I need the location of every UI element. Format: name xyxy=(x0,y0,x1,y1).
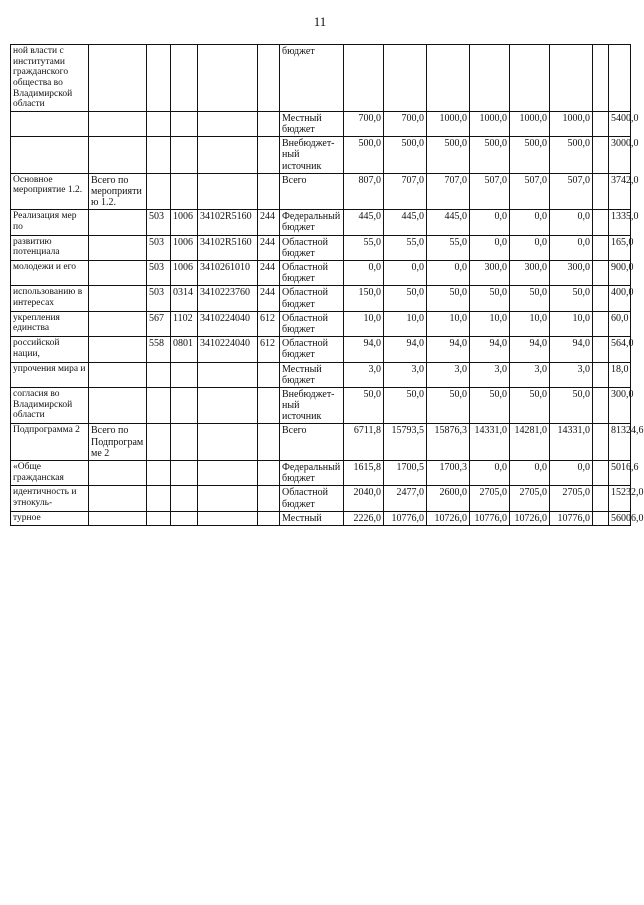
cell-vr xyxy=(258,362,280,387)
cell-rz xyxy=(171,362,198,387)
cell-y2016: 1000,0 xyxy=(427,111,470,136)
cell-vr xyxy=(258,511,280,525)
cell-y2014: 1615,8 xyxy=(344,461,384,486)
cell-y2016: 0,0 xyxy=(427,261,470,286)
cell-y2019: 50,0 xyxy=(550,286,593,311)
cell-sub: Всего по мероприятию 1.2. xyxy=(89,173,147,210)
cell-name: укрепления единства xyxy=(11,311,89,336)
cell-rz xyxy=(171,173,198,210)
cell-y2016: 50,0 xyxy=(427,387,470,424)
cell-y2019: 2705,0 xyxy=(550,486,593,511)
cell-grbs: 567 xyxy=(147,311,171,336)
cell-total: 165,0 xyxy=(609,235,631,260)
cell-y2020 xyxy=(593,362,609,387)
cell-y2017: 1000,0 xyxy=(470,111,510,136)
cell-y2017: 3,0 xyxy=(470,362,510,387)
table-row xyxy=(11,511,631,525)
cell-vr xyxy=(258,461,280,486)
cell-y2017: 10,0 xyxy=(470,311,510,336)
cell-y2016: 707,0 xyxy=(427,173,470,210)
cell-y2018: 2705,0 xyxy=(510,486,550,511)
cell-vr: 244 xyxy=(258,261,280,286)
cell-sub xyxy=(89,461,147,486)
cell-rz xyxy=(171,424,198,461)
table-row xyxy=(11,311,631,336)
cell-vr: 612 xyxy=(258,311,280,336)
cell-rz: 0314 xyxy=(171,286,198,311)
cell-y2014: 55,0 xyxy=(344,235,384,260)
cell-grbs xyxy=(147,173,171,210)
cell-src: Областной бюджет xyxy=(280,286,344,311)
cell-y2020 xyxy=(593,210,609,235)
cell-y2017: 500,0 xyxy=(470,137,510,174)
cell-y2018: 0,0 xyxy=(510,210,550,235)
cell-y2015: 1700,5 xyxy=(384,461,427,486)
cell-y2018: 1000,0 xyxy=(510,111,550,136)
cell-y2020 xyxy=(593,261,609,286)
cell-y2019: 500,0 xyxy=(550,137,593,174)
cell-name xyxy=(11,111,89,136)
cell-y2019: 507,0 xyxy=(550,173,593,210)
cell-sub xyxy=(89,387,147,424)
cell-y2018: 3,0 xyxy=(510,362,550,387)
cell-y2015: 10776,0 xyxy=(384,511,427,525)
cell-y2019 xyxy=(550,45,593,112)
cell-name: Основное мероприятие 1.2. xyxy=(11,173,89,210)
cell-y2019: 0,0 xyxy=(550,235,593,260)
cell-total: 15232,0 xyxy=(609,486,631,511)
cell-y2014: 807,0 xyxy=(344,173,384,210)
cell-rz xyxy=(171,111,198,136)
cell-src: Областной бюджет xyxy=(280,311,344,336)
cell-y2018: 0,0 xyxy=(510,461,550,486)
cell-y2020 xyxy=(593,45,609,112)
cell-y2015: 445,0 xyxy=(384,210,427,235)
cell-y2015: 2477,0 xyxy=(384,486,427,511)
cell-vr: 612 xyxy=(258,337,280,362)
cell-y2015: 707,0 xyxy=(384,173,427,210)
table-row xyxy=(11,337,631,362)
cell-name: Подпрограмма 2 xyxy=(11,424,89,461)
cell-y2016: 94,0 xyxy=(427,337,470,362)
cell-vr xyxy=(258,137,280,174)
cell-vr xyxy=(258,173,280,210)
cell-total xyxy=(609,45,631,112)
cell-csr xyxy=(198,387,258,424)
cell-src: бюджет xyxy=(280,45,344,112)
cell-sub xyxy=(89,210,147,235)
cell-y2019: 300,0 xyxy=(550,261,593,286)
cell-sub xyxy=(89,486,147,511)
table-row xyxy=(11,111,631,136)
cell-rz: 1006 xyxy=(171,261,198,286)
cell-name: ной власти с институтами гражданского общества во Владимирской области xyxy=(11,45,89,112)
cell-y2016: 1700,3 xyxy=(427,461,470,486)
cell-vr xyxy=(258,387,280,424)
cell-y2017: 2705,0 xyxy=(470,486,510,511)
cell-y2019: 94,0 xyxy=(550,337,593,362)
cell-total: 300,0 xyxy=(609,387,631,424)
cell-y2019: 1000,0 xyxy=(550,111,593,136)
cell-total: 18,0 xyxy=(609,362,631,387)
cell-src: Областной бюджет xyxy=(280,261,344,286)
cell-y2019: 10,0 xyxy=(550,311,593,336)
cell-sub xyxy=(89,45,147,112)
cell-csr: 3410261010 xyxy=(198,261,258,286)
cell-y2019: 0,0 xyxy=(550,461,593,486)
cell-y2014: 700,0 xyxy=(344,111,384,136)
cell-y2020 xyxy=(593,137,609,174)
cell-y2017: 50,0 xyxy=(470,387,510,424)
cell-y2020 xyxy=(593,461,609,486)
cell-y2014: 94,0 xyxy=(344,337,384,362)
cell-total: 60,0 xyxy=(609,311,631,336)
cell-y2017: 10776,0 xyxy=(470,511,510,525)
cell-total: 400,0 xyxy=(609,286,631,311)
cell-y2014: 2040,0 xyxy=(344,486,384,511)
cell-y2020 xyxy=(593,486,609,511)
table-row xyxy=(11,210,631,235)
cell-csr xyxy=(198,111,258,136)
cell-name: молодежи и его xyxy=(11,261,89,286)
cell-y2020 xyxy=(593,424,609,461)
cell-y2017: 50,0 xyxy=(470,286,510,311)
cell-src: Местный xyxy=(280,511,344,525)
cell-grbs xyxy=(147,111,171,136)
cell-y2020 xyxy=(593,387,609,424)
cell-rz xyxy=(171,45,198,112)
cell-y2014: 50,0 xyxy=(344,387,384,424)
cell-y2018: 500,0 xyxy=(510,137,550,174)
cell-y2015: 15793,5 xyxy=(384,424,427,461)
table-row xyxy=(11,424,631,461)
cell-name: согласия во Владимирской области xyxy=(11,387,89,424)
cell-src: Местный бюджет xyxy=(280,362,344,387)
table-row xyxy=(11,137,631,174)
cell-csr: 34102R5160 xyxy=(198,210,258,235)
cell-csr xyxy=(198,424,258,461)
cell-csr xyxy=(198,511,258,525)
cell-csr xyxy=(198,173,258,210)
table-row xyxy=(11,387,631,424)
cell-y2015: 500,0 xyxy=(384,137,427,174)
cell-y2016: 3,0 xyxy=(427,362,470,387)
cell-y2017: 0,0 xyxy=(470,461,510,486)
cell-y2019: 10776,0 xyxy=(550,511,593,525)
cell-y2019: 0,0 xyxy=(550,210,593,235)
cell-y2014: 10,0 xyxy=(344,311,384,336)
cell-src: Внебюджет-ный источник xyxy=(280,137,344,174)
table-row xyxy=(11,486,631,511)
cell-y2020 xyxy=(593,337,609,362)
budget-table xyxy=(10,44,644,526)
cell-y2016: 10726,0 xyxy=(427,511,470,525)
page-number: 11 xyxy=(313,14,327,29)
cell-sub xyxy=(89,137,147,174)
cell-y2015 xyxy=(384,45,427,112)
cell-sub xyxy=(89,311,147,336)
cell-total: 1335,0 xyxy=(609,210,631,235)
cell-grbs xyxy=(147,387,171,424)
cell-y2014: 150,0 xyxy=(344,286,384,311)
cell-sub xyxy=(89,362,147,387)
cell-name xyxy=(11,137,89,174)
cell-y2019: 14331,0 xyxy=(550,424,593,461)
cell-y2020 xyxy=(593,111,609,136)
cell-src: Федеральный бюджет xyxy=(280,210,344,235)
cell-sub xyxy=(89,286,147,311)
cell-y2016: 50,0 xyxy=(427,286,470,311)
cell-y2014: 500,0 xyxy=(344,137,384,174)
cell-grbs xyxy=(147,424,171,461)
table-row xyxy=(11,173,631,210)
cell-grbs xyxy=(147,362,171,387)
cell-y2015: 0,0 xyxy=(384,261,427,286)
cell-grbs xyxy=(147,511,171,525)
cell-sub: Всего по Подпрограмме 2 xyxy=(89,424,147,461)
table-row xyxy=(11,286,631,311)
cell-name: российской нации, xyxy=(11,337,89,362)
cell-total: 5016,6 xyxy=(609,461,631,486)
cell-y2017: 300,0 xyxy=(470,261,510,286)
cell-y2018: 50,0 xyxy=(510,286,550,311)
cell-y2014 xyxy=(344,45,384,112)
cell-y2020 xyxy=(593,286,609,311)
cell-grbs: 558 xyxy=(147,337,171,362)
cell-sub xyxy=(89,337,147,362)
cell-y2018: 300,0 xyxy=(510,261,550,286)
cell-y2017: 0,0 xyxy=(470,210,510,235)
cell-y2018: 50,0 xyxy=(510,387,550,424)
table-row xyxy=(11,45,631,112)
cell-csr xyxy=(198,137,258,174)
cell-vr: 244 xyxy=(258,286,280,311)
cell-grbs xyxy=(147,45,171,112)
cell-y2016: 445,0 xyxy=(427,210,470,235)
cell-grbs: 503 xyxy=(147,261,171,286)
cell-name: развитию потенциала xyxy=(11,235,89,260)
cell-rz: 0801 xyxy=(171,337,198,362)
cell-rz xyxy=(171,461,198,486)
cell-y2015: 94,0 xyxy=(384,337,427,362)
cell-y2018: 507,0 xyxy=(510,173,550,210)
cell-sub xyxy=(89,261,147,286)
cell-name: упрочения мира и xyxy=(11,362,89,387)
cell-grbs xyxy=(147,137,171,174)
table-row xyxy=(11,261,631,286)
table-row xyxy=(11,461,631,486)
cell-y2018 xyxy=(510,45,550,112)
cell-rz xyxy=(171,486,198,511)
cell-y2020 xyxy=(593,311,609,336)
cell-total: 3742,0 xyxy=(609,173,631,210)
cell-vr: 244 xyxy=(258,210,280,235)
cell-y2018: 94,0 xyxy=(510,337,550,362)
cell-y2014: 445,0 xyxy=(344,210,384,235)
cell-rz xyxy=(171,511,198,525)
cell-total: 900,0 xyxy=(609,261,631,286)
cell-total: 3000,0 xyxy=(609,137,631,174)
cell-vr xyxy=(258,111,280,136)
cell-y2014: 2226,0 xyxy=(344,511,384,525)
table-row xyxy=(11,235,631,260)
cell-y2020 xyxy=(593,235,609,260)
cell-y2016: 2600,0 xyxy=(427,486,470,511)
cell-total: 81324,6 xyxy=(609,424,631,461)
cell-rz: 1102 xyxy=(171,311,198,336)
cell-grbs: 503 xyxy=(147,210,171,235)
cell-y2018: 10726,0 xyxy=(510,511,550,525)
cell-y2017 xyxy=(470,45,510,112)
cell-y2016: 55,0 xyxy=(427,235,470,260)
cell-y2017: 507,0 xyxy=(470,173,510,210)
cell-y2018: 14281,0 xyxy=(510,424,550,461)
cell-total: 56006,0 xyxy=(609,511,631,525)
cell-csr: 3410224040 xyxy=(198,337,258,362)
cell-y2014: 3,0 xyxy=(344,362,384,387)
cell-src: Всего xyxy=(280,424,344,461)
cell-y2020 xyxy=(593,511,609,525)
cell-y2015: 10,0 xyxy=(384,311,427,336)
cell-sub xyxy=(89,235,147,260)
cell-src: Внебюджет-ный источник xyxy=(280,387,344,424)
cell-csr xyxy=(198,461,258,486)
cell-y2019: 3,0 xyxy=(550,362,593,387)
cell-name: турное xyxy=(11,511,89,525)
cell-name: идентичность и этнокуль- xyxy=(11,486,89,511)
cell-y2015: 3,0 xyxy=(384,362,427,387)
cell-vr: 244 xyxy=(258,235,280,260)
cell-csr: 34102R5160 xyxy=(198,235,258,260)
cell-sub xyxy=(89,511,147,525)
cell-src: Местный бюджет xyxy=(280,111,344,136)
cell-csr xyxy=(198,45,258,112)
cell-total: 564,0 xyxy=(609,337,631,362)
cell-rz: 1006 xyxy=(171,210,198,235)
cell-vr xyxy=(258,424,280,461)
cell-y2018: 0,0 xyxy=(510,235,550,260)
table-body xyxy=(11,45,644,526)
cell-name: Реализация мер по xyxy=(11,210,89,235)
cell-src: Всего xyxy=(280,173,344,210)
cell-y2020 xyxy=(593,173,609,210)
cell-vr xyxy=(258,45,280,112)
cell-y2017: 14331,0 xyxy=(470,424,510,461)
cell-grbs xyxy=(147,461,171,486)
table-row xyxy=(11,362,631,387)
cell-rz xyxy=(171,387,198,424)
cell-y2016: 10,0 xyxy=(427,311,470,336)
cell-grbs xyxy=(147,486,171,511)
cell-y2015: 55,0 xyxy=(384,235,427,260)
cell-csr: 3410223760 xyxy=(198,286,258,311)
cell-y2015: 50,0 xyxy=(384,286,427,311)
cell-name: использованию в интересах xyxy=(11,286,89,311)
cell-sub xyxy=(89,111,147,136)
cell-y2019: 50,0 xyxy=(550,387,593,424)
cell-total: 5400,0 xyxy=(609,111,631,136)
cell-y2015: 50,0 xyxy=(384,387,427,424)
cell-rz: 1006 xyxy=(171,235,198,260)
cell-src: Федеральный бюджет xyxy=(280,461,344,486)
cell-src: Областной бюджет xyxy=(280,337,344,362)
cell-y2016: 500,0 xyxy=(427,137,470,174)
cell-grbs: 503 xyxy=(147,235,171,260)
cell-rz xyxy=(171,137,198,174)
cell-y2016 xyxy=(427,45,470,112)
cell-y2016: 15876,3 xyxy=(427,424,470,461)
cell-y2018: 10,0 xyxy=(510,311,550,336)
cell-y2015: 700,0 xyxy=(384,111,427,136)
cell-csr: 3410224040 xyxy=(198,311,258,336)
cell-name: «Обще гражданская xyxy=(11,461,89,486)
cell-y2014: 0,0 xyxy=(344,261,384,286)
cell-src: Областной бюджет xyxy=(280,235,344,260)
cell-grbs: 503 xyxy=(147,286,171,311)
cell-csr xyxy=(198,362,258,387)
cell-vr xyxy=(258,486,280,511)
cell-y2017: 94,0 xyxy=(470,337,510,362)
cell-csr xyxy=(198,486,258,511)
cell-src: Областной бюджет xyxy=(280,486,344,511)
cell-y2014: 6711,8 xyxy=(344,424,384,461)
cell-y2017: 0,0 xyxy=(470,235,510,260)
